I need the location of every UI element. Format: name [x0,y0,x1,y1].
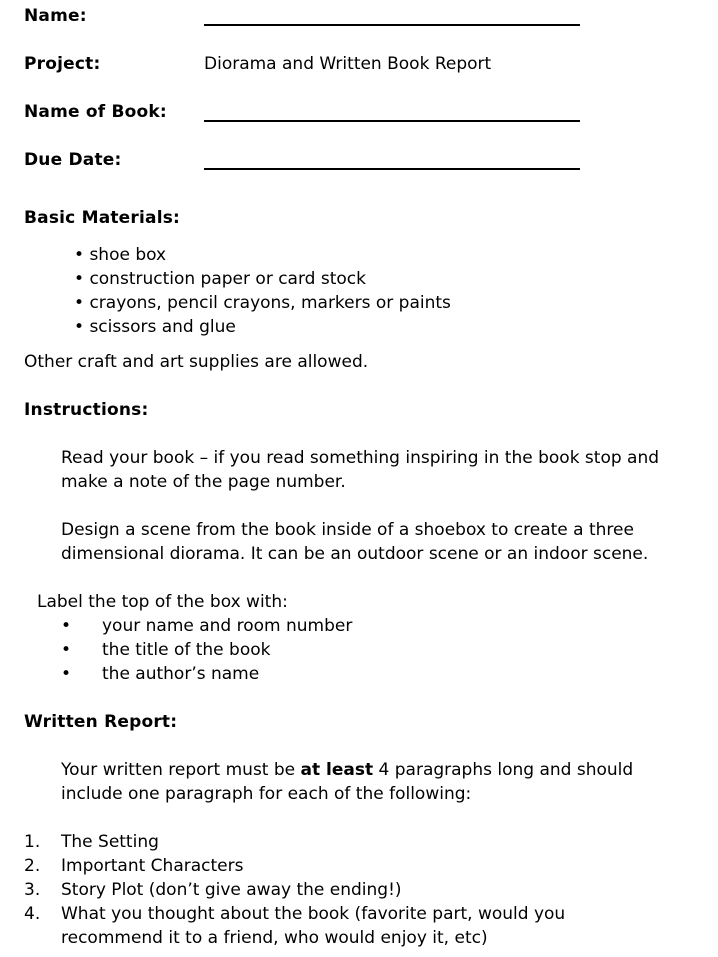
bullet: • [74,245,85,265]
list-item: • shoe box [74,245,167,265]
list-item: • scissors and glue [74,317,236,337]
list-item: Story Plot (don’t give away the ending!) [61,880,402,900]
bullet: • [61,616,72,636]
list-item: • crayons, pencil crayons, markers or paints [74,293,451,313]
due-date-label: Due Date: [24,150,122,170]
name-blank-line [204,24,580,26]
list-item: • construction paper or card stock [74,269,366,289]
materials-heading: Basic Materials: [24,208,181,228]
bullet: • [61,640,72,660]
bullet: • [61,664,72,684]
bullet: • [74,269,85,289]
project-value: Diorama and Written Book Report [204,54,492,74]
report-intro-line1: Your written report must be at least 4 paragraphs long and should [61,760,634,780]
list-item-continuation: recommend it to a friend, who would enjoy it, etc) [61,928,488,948]
instructions-para1-line1: Read your book – if you read something inspiring in the book stop and [61,448,660,468]
bullet: • [74,317,85,337]
project-label: Project: [24,54,101,74]
instructions-heading: Instructions: [24,400,149,420]
name-label: Name: [24,6,87,26]
written-report-heading: Written Report: [24,712,178,732]
list-item: the title of the book [102,640,271,660]
due-date-blank-line [204,168,580,170]
materials-note: Other craft and art supplies are allowed. [24,352,369,372]
label-intro: Label the top of the box with: [37,592,288,612]
list-item: your name and room number [102,616,353,636]
book-label: Name of Book: [24,102,167,122]
instructions-para1-line2: make a note of the page number. [61,472,346,492]
list-item: Important Characters [61,856,244,876]
report-intro-line2: include one paragraph for each of the following: [61,784,472,804]
list-item: What you thought about the book (favorite part, would you [61,904,566,924]
list-number: 4. [24,904,41,924]
bullet: • [74,293,85,313]
list-number: 1. [24,832,41,852]
list-item: The Setting [61,832,159,852]
emphasis-text: at least [300,760,374,780]
list-item: the author’s name [102,664,260,684]
instructions-para2-line2: dimensional diorama. It can be an outdoor scene or an indoor scene. [61,544,649,564]
list-number: 2. [24,856,41,876]
book-blank-line [204,120,580,122]
list-number: 3. [24,880,41,900]
instructions-para2-line1: Design a scene from the book inside of a shoebox to create a three [61,520,634,540]
